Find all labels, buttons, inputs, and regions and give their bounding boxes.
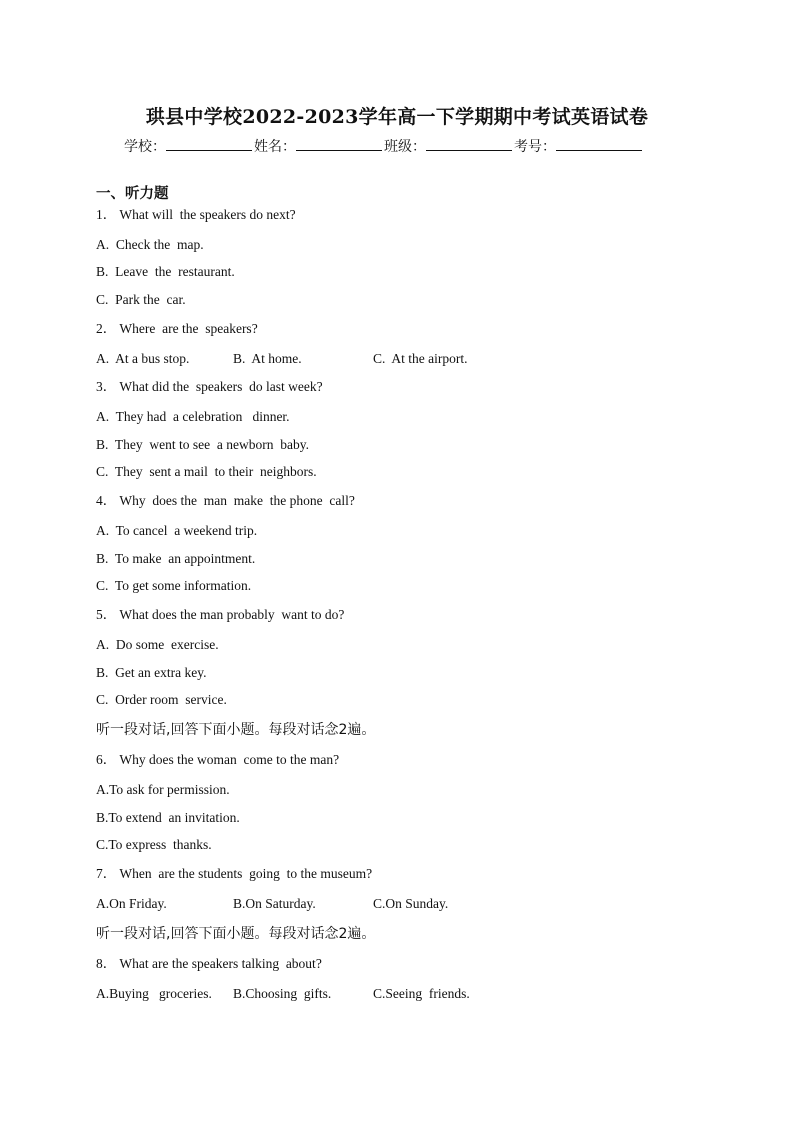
- school-label: 学校：: [124, 139, 166, 155]
- question-4: [96, 493, 355, 509]
- q1-option-b: B. Leave the restaurant.: [96, 264, 235, 279]
- exam-title: 珙县中学校2022-2023学年高一下学期期中考试英语试卷: [145, 106, 649, 128]
- number-label: 考号：: [514, 139, 556, 155]
- section-heading-listening: 一、听力题: [96, 186, 169, 202]
- q8-option-c: C.Seeing friends.: [373, 986, 470, 1001]
- student-info-fields: [124, 136, 684, 156]
- q8-option-b: B.Choosing gifts.: [233, 986, 332, 1001]
- q4-option-a: A. To cancel a weekend trip.: [96, 523, 258, 538]
- name-blank[interactable]: [296, 138, 382, 151]
- name-label: 姓名：: [254, 139, 296, 155]
- question-1: [96, 207, 296, 223]
- question-3: [96, 379, 323, 395]
- question-6: [96, 752, 339, 768]
- number-blank[interactable]: [556, 138, 642, 151]
- q6-option-b: B.To extend an invitation.: [96, 810, 240, 825]
- q7-option-c: C.On Sunday.: [373, 896, 449, 911]
- question-text: What does the man probably want to do?: [119, 607, 345, 622]
- question-7: [96, 866, 372, 882]
- q1-option-a: A. Check the map.: [96, 237, 204, 252]
- question-number: 7．: [96, 866, 117, 881]
- question-text: Why does the woman come to the man?: [119, 752, 340, 767]
- school-blank[interactable]: [166, 138, 252, 151]
- class-label: 班级：: [384, 139, 426, 155]
- question-number: 4．: [96, 493, 117, 508]
- listening-instruction: 听一段对话,回答下面小题。每段对话念2遍。: [96, 926, 376, 942]
- question-number: 6．: [96, 752, 117, 767]
- question-8: [96, 956, 322, 972]
- question-text: What will the speakers do next?: [119, 207, 296, 222]
- question-number: 8．: [96, 956, 117, 971]
- question-text: When are the students going to the museum?: [119, 866, 373, 881]
- q5-option-b: B. Get an extra key.: [96, 665, 207, 680]
- q2-option-c: C. At the airport.: [373, 351, 468, 366]
- question-number: 1．: [96, 207, 117, 222]
- question-5: [96, 607, 344, 623]
- q3-option-a: A. They had a celebration dinner.: [96, 409, 290, 424]
- q1-option-c: C. Park the car.: [96, 292, 186, 307]
- q3-option-b: B. They went to see a newborn baby.: [96, 437, 309, 452]
- question-number: 5．: [96, 607, 117, 622]
- q8-option-a: A.Buying groceries.: [96, 986, 212, 1001]
- q3-option-c: C. They sent a mail to their neighbors.: [96, 464, 317, 479]
- q5-option-a: A. Do some exercise.: [96, 637, 219, 652]
- q4-option-c: C. To get some information.: [96, 578, 252, 593]
- q2-option-a: A. At a bus stop.: [96, 351, 190, 366]
- q2-option-b: B. At home.: [233, 351, 302, 366]
- q6-option-a: A.To ask for permission.: [96, 782, 230, 797]
- question-text: What are the speakers talking about?: [119, 956, 322, 971]
- q7-option-a: A.On Friday.: [96, 896, 167, 911]
- question-text: What did the speakers do last week?: [119, 379, 323, 394]
- listening-instruction: 听一段对话,回答下面小题。每段对话念2遍。: [96, 722, 376, 738]
- q5-option-c: C. Order room service.: [96, 692, 227, 707]
- q7-option-b: B.On Saturday.: [233, 896, 316, 911]
- question-text: Where are the speakers?: [119, 321, 258, 336]
- question-number: 2．: [96, 321, 117, 336]
- q6-option-c: C.To express thanks.: [96, 837, 212, 852]
- q4-option-b: B. To make an appointment.: [96, 551, 256, 566]
- question-number: 3．: [96, 379, 117, 394]
- class-blank[interactable]: [426, 138, 512, 151]
- question-text: Why does the man make the phone call?: [119, 493, 355, 508]
- question-2: [96, 321, 258, 337]
